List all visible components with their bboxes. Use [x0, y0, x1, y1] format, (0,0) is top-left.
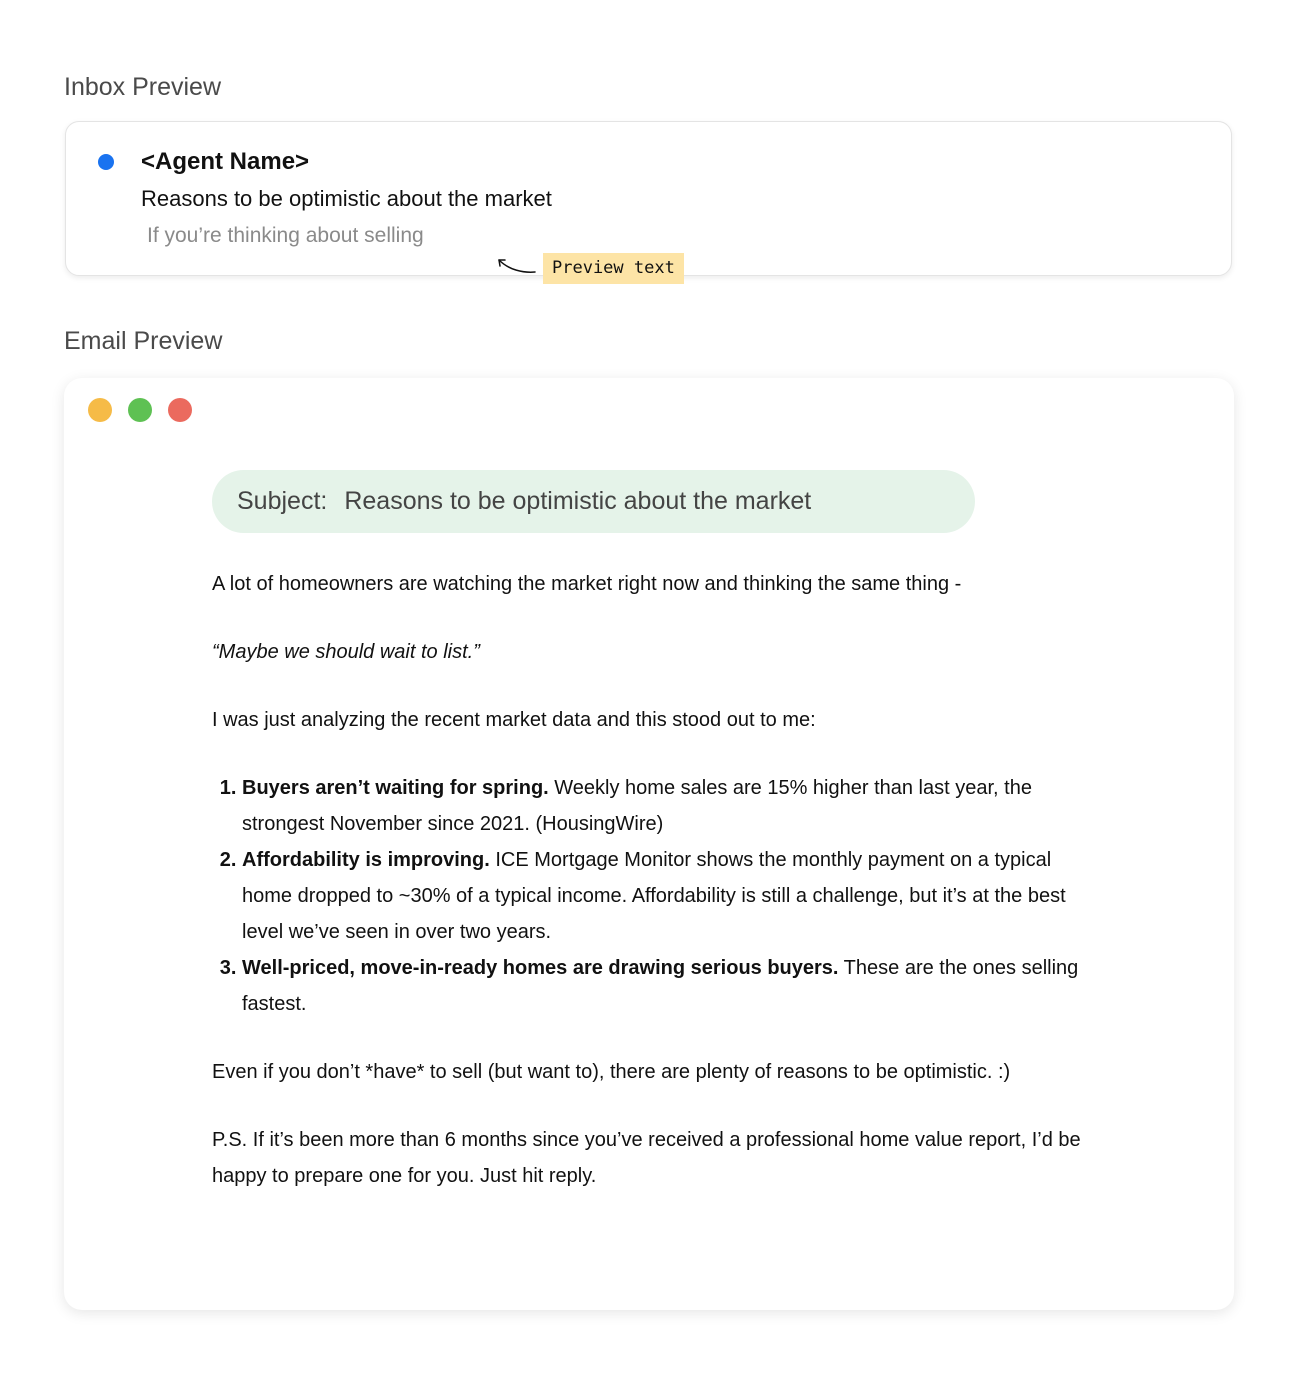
body-quote: “Maybe we should wait to list.”	[212, 641, 480, 663]
preview-text-annotation: Preview text	[543, 253, 684, 284]
list-item	[242, 950, 1092, 1022]
point-heading: Affordability is improving.	[242, 849, 490, 871]
email-preview-heading: Email Preview	[64, 327, 223, 355]
maximize-window-icon[interactable]	[128, 398, 152, 422]
email-body	[212, 566, 1092, 1226]
email-preview-window	[64, 378, 1234, 1310]
unread-dot-icon	[98, 154, 114, 170]
point-heading: Buyers aren’t waiting for spring.	[242, 777, 549, 799]
body-closing: Even if you don’t *have* to sell (but want to), there are plenty of reasons to be optimistic. :)	[212, 1061, 1011, 1083]
sender-name: <Agent Name>	[141, 148, 310, 175]
body-intro: A lot of homeowners are watching the market right now and thinking the same thing -	[212, 573, 962, 595]
body-lead: I was just analyzing the recent market data and this stood out to me:	[212, 709, 816, 731]
subject-value: Reasons to be optimistic about the market	[344, 487, 812, 515]
inbox-preview-text: If you’re thinking about selling	[147, 224, 424, 247]
point-text: ICE Mortgage Monitor shows the monthly payment on a typical home dropped to ~30% of a typical income. Affordability is still a challenge, but it’s at the best level we’ve seen in over two years.	[242, 849, 1066, 943]
market-points-list	[212, 770, 1092, 1022]
subject-key: Subject:	[237, 487, 328, 515]
list-item	[242, 842, 1092, 950]
point-heading: Well-priced, move-in-ready homes are drawing serious buyers.	[242, 957, 839, 979]
minimize-window-icon[interactable]	[88, 398, 112, 422]
list-item	[242, 770, 1092, 842]
inbox-subject: Reasons to be optimistic about the market	[141, 186, 552, 211]
annotation-arrow-icon	[495, 255, 539, 277]
body-ps: P.S. If it’s been more than 6 months since you’ve received a professional home value report, I’d be happy to prepare one for you. Just hit reply.	[212, 1129, 1081, 1187]
inbox-preview-heading: Inbox Preview	[64, 73, 222, 101]
point-text: Weekly home sales are 15% higher than last year, the strongest November since 2021. (HousingWire)	[242, 777, 1032, 835]
point-text: These are the ones selling fastest.	[242, 957, 1079, 1015]
close-window-icon[interactable]	[168, 398, 192, 422]
email-subject-bar	[212, 470, 975, 533]
